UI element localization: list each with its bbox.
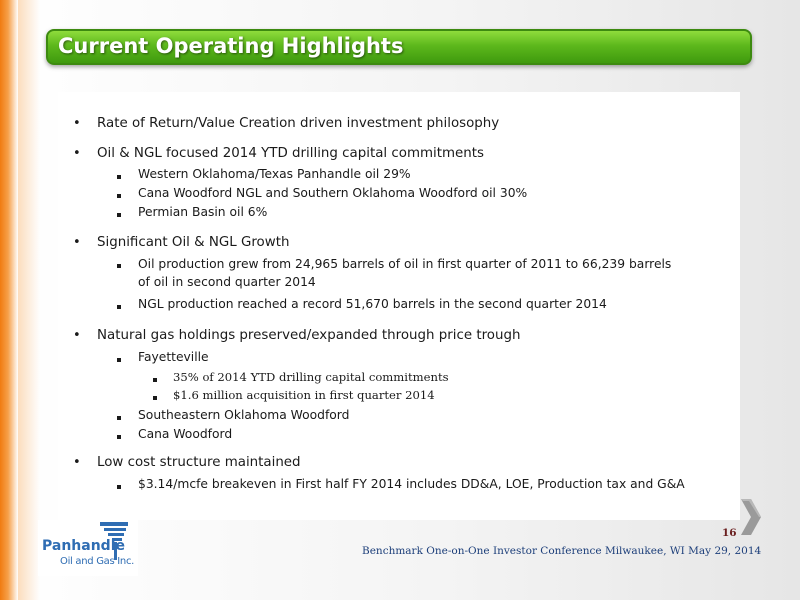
- sub-bullet-square: [117, 213, 121, 217]
- sub-bullet-square: [117, 305, 121, 309]
- sub-sub-bullet-square: [153, 396, 157, 400]
- sub-bullet-square: [117, 485, 121, 489]
- sub-bullet-oil-production-line2: of oil in second quarter 2014: [138, 275, 316, 289]
- logo-name: Panhandle: [42, 538, 125, 554]
- title-bar: [46, 29, 752, 65]
- bullet-low-cost: Low cost structure maintained: [97, 455, 301, 470]
- footer-event: Benchmark One-on-One Investor Conference Milwaukee, WI May 29, 2014: [362, 545, 762, 557]
- sub-bullet-breakeven: $3.14/mcfe breakeven in First half FY 2014 includes DD&A, LOE, Production tax and G&A: [138, 477, 685, 491]
- company-logo: [38, 520, 138, 576]
- sub-bullet-square: [117, 264, 121, 268]
- bullet-natural-gas: Natural gas holdings preserved/expanded through price trough: [97, 328, 521, 343]
- slide-title: Current Operating Highlights: [58, 34, 404, 58]
- bullet-dot: •: [73, 235, 81, 250]
- bullet-dot: •: [73, 328, 81, 343]
- chevron-right-icon[interactable]: [739, 497, 763, 537]
- sub-sub-bullet-fayetteville-commitments: 35% of 2014 YTD drilling capital commitments: [173, 370, 449, 384]
- left-accent-glow: [18, 0, 40, 600]
- sub-bullet-permian: Permian Basin oil 6%: [138, 205, 268, 219]
- bullet-dot: •: [73, 455, 81, 470]
- page-number: 16: [722, 527, 737, 539]
- sub-bullet-square: [117, 435, 121, 439]
- sub-bullet-oil-production-line1: Oil production grew from 24,965 barrels of oil in first quarter of 2011 to 66,239 barrels: [138, 257, 672, 271]
- sub-sub-bullet-square: [153, 378, 157, 382]
- sub-bullet-square: [117, 358, 121, 362]
- sub-bullet-western-oklahoma: Western Oklahoma/Texas Panhandle oil 29%: [138, 167, 411, 181]
- left-accent-strip: [0, 0, 18, 600]
- bullet-investment-philosophy: Rate of Return/Value Creation driven investment philosophy: [97, 116, 500, 131]
- sub-bullet-southeastern-oklahoma: Southeastern Oklahoma Woodford: [138, 408, 350, 422]
- bullet-oil-ngl-growth: Significant Oil & NGL Growth: [97, 235, 290, 250]
- sub-bullet-cana-woodford: Cana Woodford: [138, 427, 233, 441]
- sub-bullet-cana-woodford-ngl: Cana Woodford NGL and Southern Oklahoma Woodford oil 30%: [138, 186, 528, 200]
- sub-bullet-square: [117, 416, 121, 420]
- sub-bullet-square: [117, 194, 121, 198]
- logo-subtitle: Oil and Gas Inc.: [60, 556, 135, 567]
- sub-sub-bullet-acquisition: $1.6 million acquisition in first quarter 2014: [173, 388, 435, 402]
- bullet-dot: •: [73, 146, 81, 161]
- sub-bullet-fayetteville: Fayetteville: [138, 350, 209, 364]
- bullet-drilling-commitments: Oil & NGL focused 2014 YTD drilling capital commitments: [97, 146, 484, 161]
- sub-bullet-ngl-production: NGL production reached a record 51,670 barrels in the second quarter 2014: [138, 297, 607, 311]
- sub-bullet-square: [117, 175, 121, 179]
- bullet-dot: •: [73, 116, 81, 131]
